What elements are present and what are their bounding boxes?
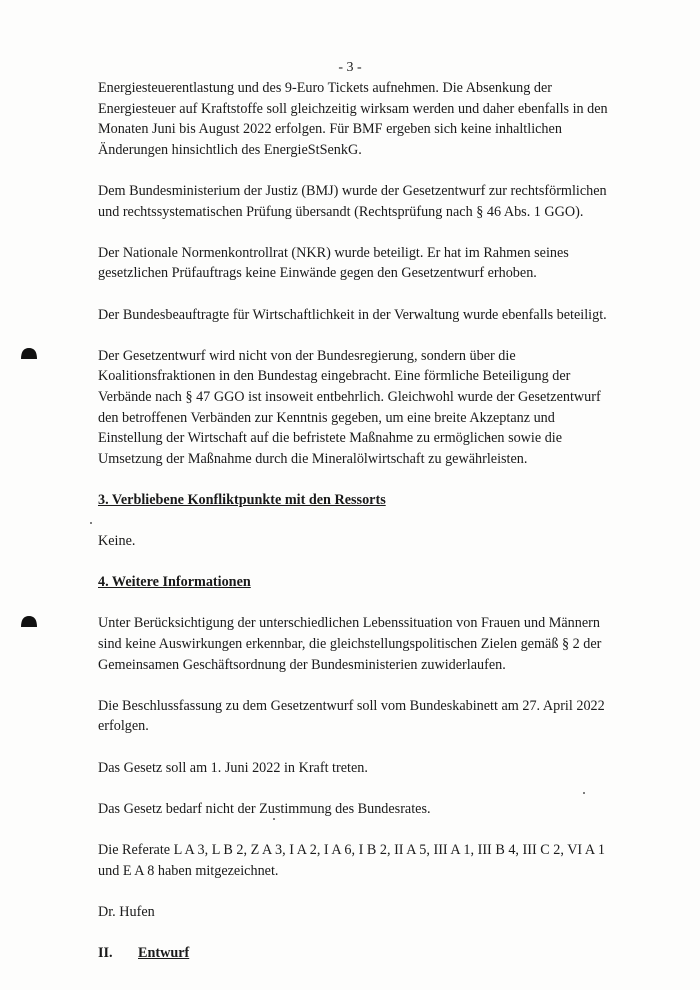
paragraph-bundesbeauftragte: Der Bundesbeauftragte für Wirtschaftlichkeit in der Verwaltung wurde ebenfalls beteiligt. bbox=[98, 306, 607, 323]
paragraph-referate: Die Referate L A 3, L B 2, Z A 3, I A 2, I A 6, I B 2, II A 5, III A 1, III B 4, III C 2, VI A 1 und E A 8 haben mitgezeichnet. bbox=[98, 841, 606, 879]
page-number: - 3 - bbox=[338, 60, 362, 75]
punch-hole-mark-bottom bbox=[20, 615, 38, 627]
paragraph-beschlussfassung: Die Beschlussfassung zu dem Gesetzentwurf soll vom Bundeskabinett am 27. April 2022 erfolgen. bbox=[98, 697, 605, 735]
heading-weitere-informationen: 4. Weitere Informationen bbox=[98, 574, 251, 591]
document-body bbox=[98, 78, 618, 964]
paragraph-gleichstellung: Unter Berücksichtigung der unterschiedlichen Lebenssituation von Frauen und Männern sind keine Auswirkungen erkennbar, die gleichstellungspolitischen Zielen gemäß § 2 der Gemeinsamen Geschäftsordnung der Bundesministerien zuwiderlaufen. bbox=[98, 615, 602, 673]
paragraph-inkrafttreten: Das Gesetz soll am 1. Juni 2022 in Kraft treten. bbox=[98, 759, 368, 776]
heading-konfliktpunkte: 3. Verbliebene Konfliktpunkte mit den Ressorts bbox=[98, 491, 386, 508]
paragraph-energy-tax: Energiesteuerentlastung und des 9-Euro Tickets aufnehmen. Die Absenkung der Energiesteuer auf Kraftstoffe soll gleichzeitig wirksam werden und daher ebenfalls in den Monaten Juni bis August 2022 erfolgen. Für BMF ergeben sich keine inhaltlichen Änderungen hinsichtlich des EnergieStSenkG. bbox=[98, 80, 608, 158]
paragraph-nkr: Der Nationale Normenkontrollrat (NKR) wurde beteiligt. Er hat im Rahmen seines gesetzlichen Prüfauftrags keine Einwände gegen den Gesetzentwurf erhoben. bbox=[98, 244, 569, 282]
heading-entwurf-title: Entwurf bbox=[138, 944, 190, 961]
heading-entwurf-number: II. bbox=[98, 944, 113, 961]
paragraph-zustimmung: Das Gesetz bedarf nicht der Zustimmung des Bundesrates. bbox=[98, 800, 431, 817]
punch-hole-mark-top bbox=[20, 347, 38, 359]
paragraph-bmj: Dem Bundesministerium der Justiz (BMJ) wurde der Gesetzentwurf zur rechtsförmlichen und rechtssystematischen Prüfung übersandt (Rechtsprüfung nach § 46 Abs. 1 GGO). bbox=[98, 182, 607, 220]
scan-speck bbox=[90, 522, 92, 524]
signature-name: Dr. Hufen bbox=[98, 903, 155, 920]
heading-entwurf bbox=[98, 943, 618, 964]
paragraph-keine: Keine. bbox=[98, 533, 136, 550]
paragraph-verbaende: Der Gesetzentwurf wird nicht von der Bundesregierung, sondern über die Koalitionsfraktionen in den Bundestag eingebracht. Eine förmliche Beteiligung der Verbände nach § 47 GGO ist insoweit entbehrlich. Gleichwohl wurde der Gesetzentwurf den betroffenen Verbänden zur Kenntnis gegeben, um eine breite Akzeptanz und Einstellung der Wirtschaft auf die befristete Maßnahme zu ermöglichen sowie die Umsetzung der Maßnahme durch die Mineralölwirtschaft zu gewährleisten. bbox=[98, 347, 601, 467]
